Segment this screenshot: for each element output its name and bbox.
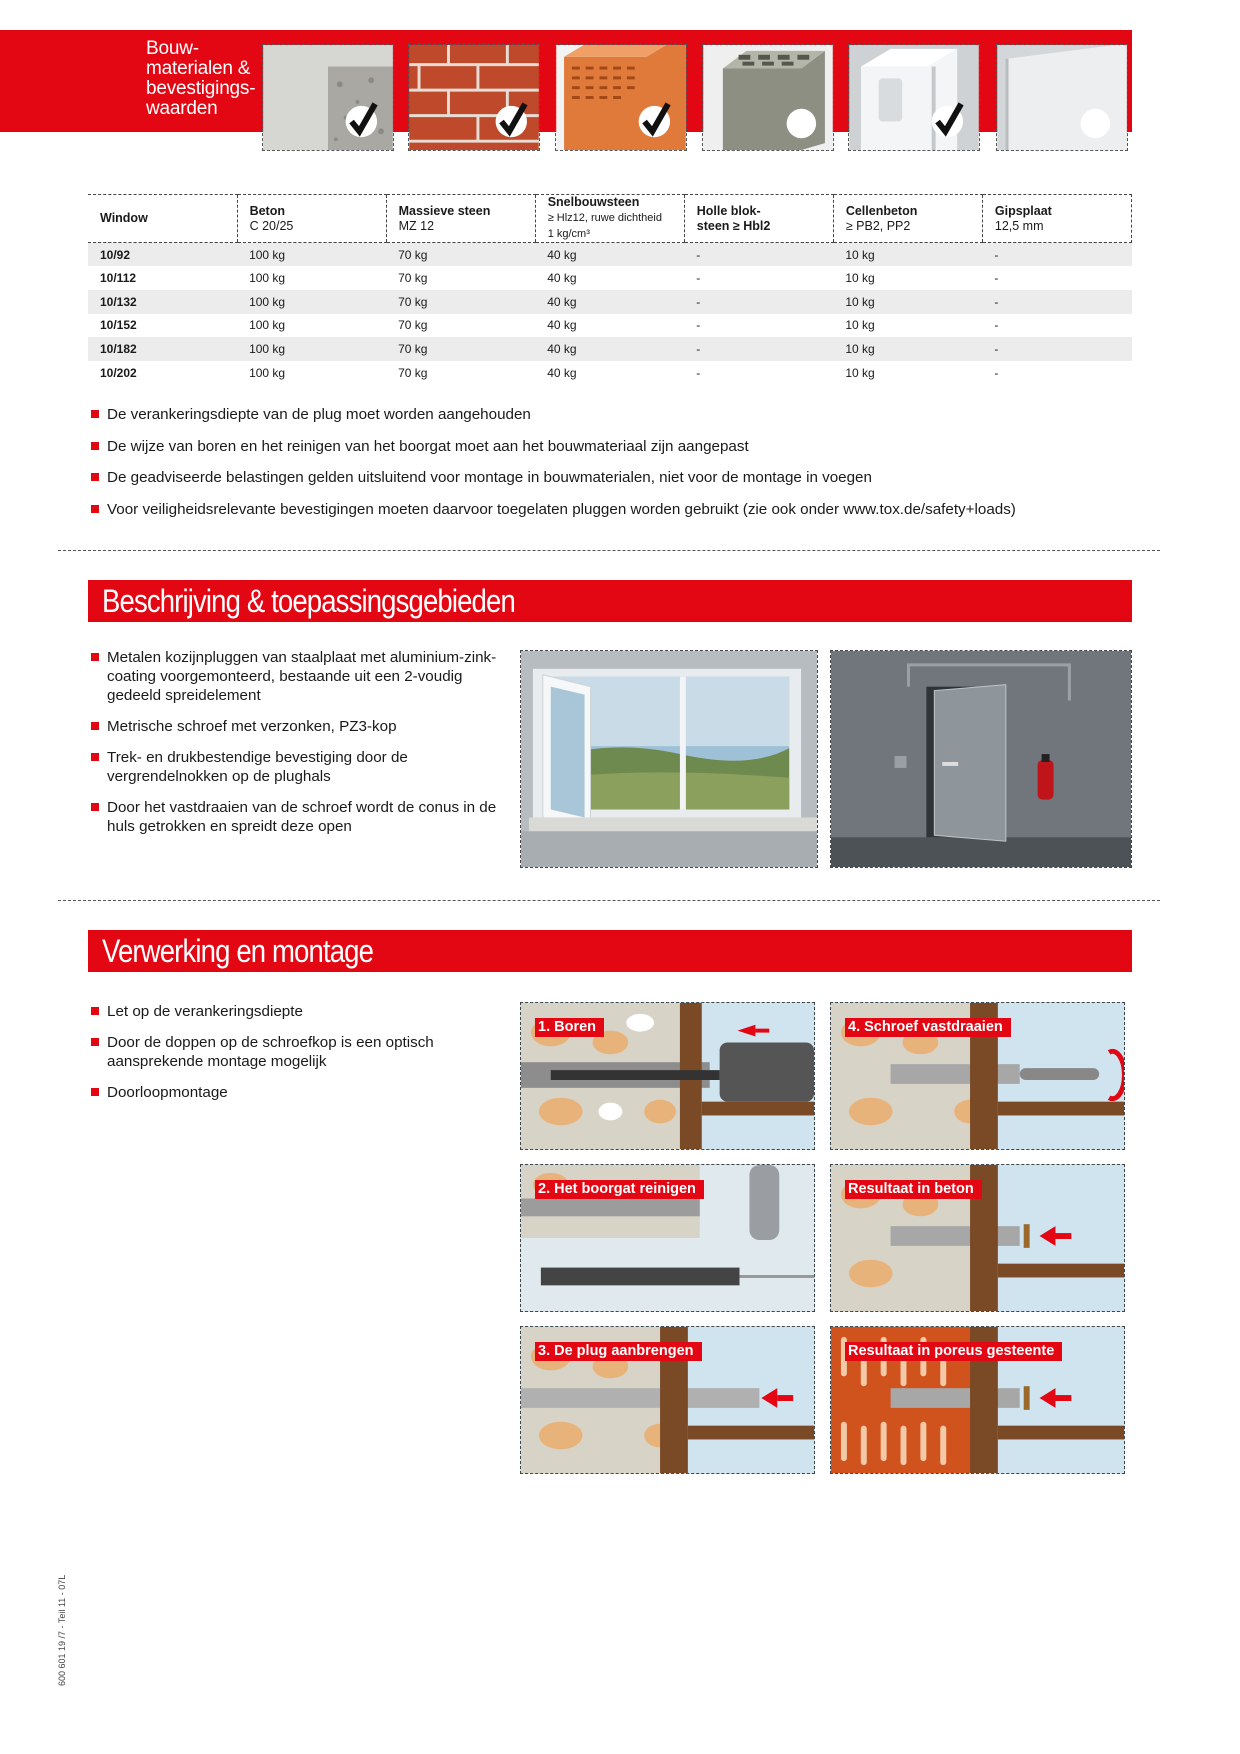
table-cell: 10 kg	[845, 365, 875, 380]
table-cell: 100 kg	[237, 290, 386, 314]
table-cell: 40 kg	[547, 365, 577, 380]
divider	[58, 550, 1160, 551]
list-item: Metrische schroef met verzonken, PZ3-kop	[90, 717, 510, 736]
table-cell: 100 kg	[249, 271, 286, 286]
row-label: 10/112	[100, 271, 137, 286]
table-cell: -	[994, 271, 999, 286]
table-cell: 70 kg	[398, 365, 428, 380]
materials-heading: Bouw- materialen & bevestigings- waarden	[146, 38, 256, 119]
step-insert-plug	[520, 1326, 815, 1474]
table-cell: -	[696, 318, 701, 333]
table-cell: -	[982, 290, 1131, 314]
table-cell: 10 kg	[833, 337, 982, 361]
table-cell: 70 kg	[386, 290, 535, 314]
column-header: Gipsplaat 12,5 mm	[982, 195, 1131, 243]
step-label: 4. Schroef vastdraaien	[845, 1018, 1011, 1037]
table-cell: -	[684, 243, 833, 267]
table-cell: 70 kg	[398, 318, 428, 333]
step-result-porous	[830, 1326, 1125, 1474]
table-cell: -	[684, 337, 833, 361]
step-label: Resultaat in beton	[845, 1180, 982, 1199]
list-item: De wijze van boren en het reinigen van het boorgat moet aan het bouwmateriaal zijn aangepast	[90, 437, 1150, 456]
column-header: Holle blok- steen ≥ Hbl2	[684, 195, 833, 243]
row-label: 10/92	[88, 243, 237, 267]
table-cell: 100 kg	[237, 243, 386, 267]
list-item: Let op de verankeringsdiepte	[90, 1002, 500, 1021]
description-list	[90, 648, 510, 848]
table-cell: -	[982, 337, 1131, 361]
list-item: Trek- en drukbestendige bevestiging door de vergrendelnokken op de plughals	[90, 748, 510, 786]
column-header: Window	[88, 195, 237, 243]
material-swatch-gipsplaat	[996, 44, 1128, 151]
table-cell: 40 kg	[547, 271, 577, 286]
open-circle-icon	[787, 109, 816, 138]
table-cell: -	[696, 365, 701, 380]
list-item: Door het vastdraaien van de schroef wordt de conus in de huls getrokken en spreidt deze open	[90, 798, 510, 836]
table-cell: -	[982, 243, 1131, 267]
row-label: 10/202	[100, 365, 137, 380]
table-row	[88, 314, 1132, 338]
material-swatch-holle-bloksteen	[702, 44, 834, 151]
table-cell: 100 kg	[249, 365, 286, 380]
material-swatch-beton	[262, 44, 394, 151]
row-label: 10/132	[88, 290, 237, 314]
table-cell: 70 kg	[398, 271, 428, 286]
row-label: 10/152	[100, 318, 137, 333]
table-row	[88, 337, 1132, 361]
list-item: Voor veiligheidsrelevante bevestigingen moeten daarvoor toegelaten pluggen worden gebruikt (zie ook onder www.tox.de/safety+loads)	[90, 500, 1150, 519]
table-cell: -	[684, 290, 833, 314]
table-cell: 40 kg	[535, 337, 684, 361]
table-cell: 10 kg	[845, 271, 875, 286]
table-cell: 10 kg	[845, 318, 875, 333]
list-item: Metalen kozijnpluggen van staalplaat met aluminium-zink-coating voorgemonteerd, bestaande uit een 2-voudig gedeeld spreidelement	[90, 648, 510, 705]
divider	[58, 900, 1160, 901]
table-row	[88, 290, 1132, 314]
column-header: Snelbouwsteen ≥ Hlz12, ruwe dichtheid 1 kg/cm³	[535, 195, 684, 243]
table-row	[88, 361, 1132, 385]
table-cell: 70 kg	[386, 243, 535, 267]
table-cell: 10 kg	[833, 243, 982, 267]
section-title-processing: Verwerking en montage	[88, 930, 1132, 972]
step-label: 3. De plug aanbrengen	[535, 1342, 702, 1361]
list-item: Doorloopmontage	[90, 1083, 500, 1102]
table-row	[88, 266, 1132, 290]
column-header: Beton C 20/25	[237, 195, 386, 243]
step-label: 2. Het boorgat reinigen	[535, 1180, 704, 1199]
list-item: De geadviseerde belastingen gelden uitsluitend voor montage in bouwmaterialen, niet voor de montage in voegen	[90, 468, 1150, 487]
material-swatch-cellenbeton	[848, 44, 980, 151]
table-cell: -	[696, 271, 701, 286]
table-cell: 40 kg	[535, 243, 684, 267]
window-application-image	[520, 650, 818, 868]
list-item: De verankeringsdiepte van de plug moet worden aangehouden	[90, 405, 1150, 424]
table-header-row	[88, 195, 1132, 243]
material-swatch-snelbouwsteen	[555, 44, 687, 151]
table-cell: 40 kg	[547, 318, 577, 333]
table-row	[88, 243, 1132, 267]
column-header: Massieve steen MZ 12	[386, 195, 535, 243]
table-cell: 70 kg	[386, 337, 535, 361]
processing-list	[90, 1002, 500, 1114]
step-tighten-screw	[830, 1002, 1125, 1150]
step-label: 1. Boren	[535, 1018, 604, 1037]
step-drilling	[520, 1002, 815, 1150]
load-values-table	[88, 194, 1132, 385]
table-cell: 40 kg	[535, 290, 684, 314]
open-circle-icon	[1081, 109, 1110, 138]
table-cell: 10 kg	[833, 290, 982, 314]
table-cell: -	[994, 318, 999, 333]
document-code: 600 601 19 /7 - Teil 11 - 07L	[57, 1574, 67, 1686]
table-cell: 100 kg	[237, 337, 386, 361]
step-clean-borehole	[520, 1164, 815, 1312]
list-item: Door de doppen op de schroefkop is een optisch aansprekende montage mogelijk	[90, 1033, 500, 1071]
material-swatch-massieve-steen	[408, 44, 540, 151]
table-cell: -	[994, 365, 999, 380]
notes-list	[90, 405, 1150, 531]
column-header: Cellenbeton ≥ PB2, PP2	[833, 195, 982, 243]
table-cell: 100 kg	[249, 318, 286, 333]
section-title-description: Beschrijving & toepassingsgebieden	[88, 580, 1132, 622]
step-result-concrete	[830, 1164, 1125, 1312]
row-label: 10/182	[88, 337, 237, 361]
step-label: Resultaat in poreus gesteente	[845, 1342, 1062, 1361]
door-application-image	[830, 650, 1132, 868]
